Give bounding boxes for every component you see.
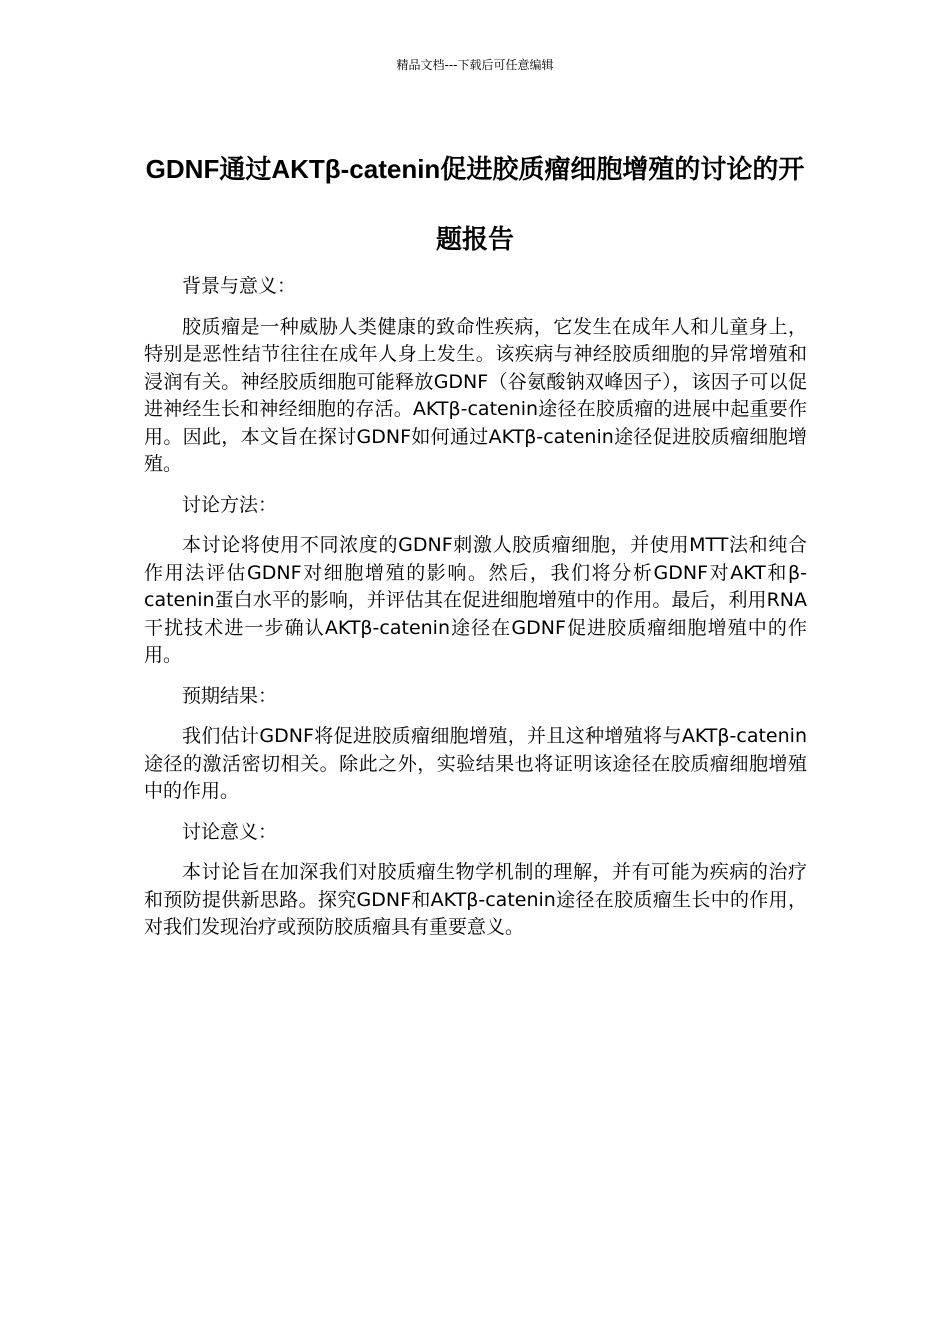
header-note: 精品文档---下载后可任意编辑 — [396, 58, 554, 72]
section-heading-significance: 讨论意义： — [182, 820, 278, 843]
section-heading-expected-results: 预期结果： — [182, 684, 278, 707]
section-text-background: 胶质瘤是一种威胁人类健康的致命性疾病，它发生在成年人和儿童身上，特别是恶性结节往往在成年人身上发生。该疾病与神经胶质细胞的异常增殖和浸润有关。神经胶质细胞可能释放GDNF（谷氨酸钠双峰因子），该因子可以促进神经生长和神经细胞的存活。AKTβ-catenin途径在胶质瘤的进展中起重要作用。因此，本文旨在探讨GDNF如何通过AKTβ-catenin途径促进胶质瘤细胞增殖。 — [144, 315, 807, 475]
section-heading-background: 背景与意义： — [182, 275, 297, 297]
section-heading-methods: 讨论方法： — [182, 493, 278, 516]
document-title: GDNF通过AKTβ-catenin促进胶质瘤细胞增殖的讨论的开题报告 — [145, 154, 805, 254]
section-text-significance: 本讨论旨在加深我们对胶质瘤生物学机制的理解，并有可能为疾病的治疗和预防提供新思路。探究GDNF和AKTβ-catenin途径在胶质瘤生长中的作用，对我们发现治疗或预防胶质瘤具有重要意义。 — [144, 861, 807, 938]
section-text-expected-results: 我们估计GDNF将促进胶质瘤细胞增殖，并且这种增殖将与AKTβ-catenin途径的激活密切相关。除此之外，实验结果也将证明该途径在胶质瘤细胞增殖中的作用。 — [144, 725, 807, 802]
section-text-methods: 本讨论将使用不同浓度的GDNF刺激人胶质瘤细胞，并使用MTT法和纯合作用法评估GDNF对细胞增殖的影响。然后，我们将分析GDNF对AKT和β-catenin蛋白水平的影响，并评估其在促进细胞增殖中的作用。最后，利用RNA干扰技术进一步确认AKTβ-catenin途径在GDNF促进胶质瘤细胞增殖中的作用。 — [144, 534, 807, 666]
document-body — [144, 270, 807, 955]
